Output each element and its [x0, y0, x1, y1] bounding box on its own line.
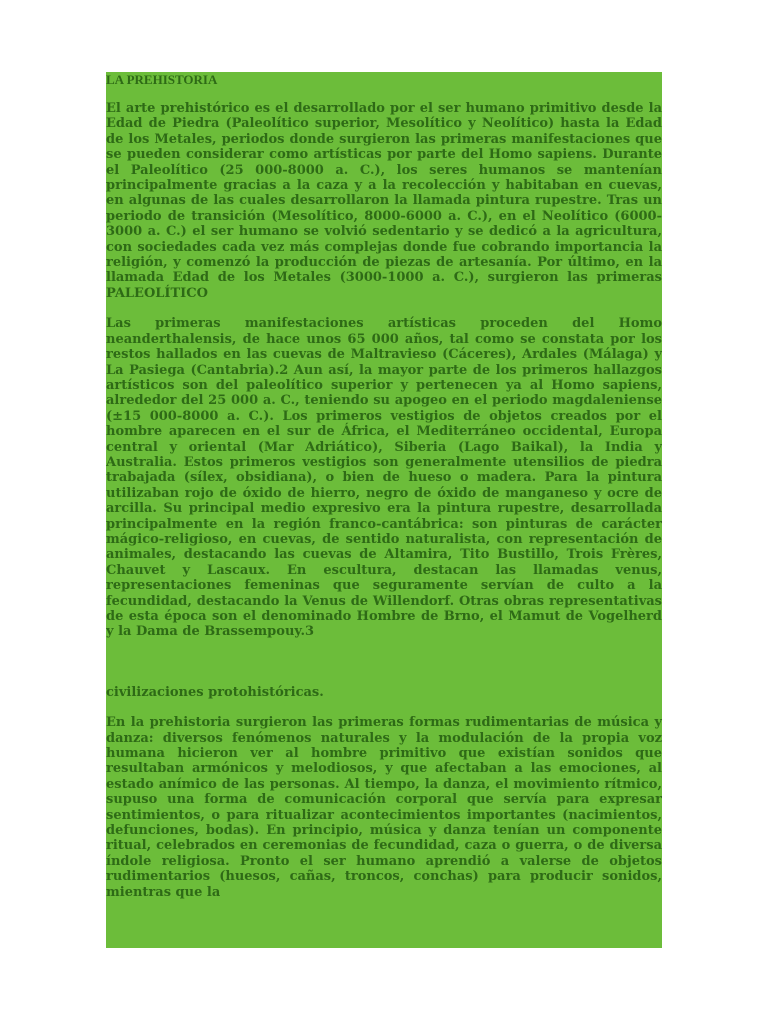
document-title: LA PREHISTORIA — [106, 72, 218, 87]
green-text-block — [106, 72, 662, 948]
paragraph-paleolithic: Las primeras manifestaciones artísticas proceden del Homo neanderthalensis, de hace unos 65 000 años, tal como se constata por los restos hallados en las cuevas de Maltravieso (Cáceres), Ardales (Málaga) y La Pasiega (Cantabria).2 Aun así, la mayor parte de los primeros hallazgos artísticos son del paleolítico superior y pertenecen ya al Homo sapiens, alrededor del 25 000 a. C., teniendo su apogeo en el periodo magdaleniense (±15 000-8000 a. C.). Los primeros vestigios de objetos creados por el hombre aparecen en el sur de África, el Mediterráneo occidental, Europa central y oriental (Mar Adriático), Siberia (Lago Baikal), la India y Australia. Estos primeros vestigios son generalmente utensilios de piedra trabajada (sílex, obsidiana), o bien de hueso o madera. Para la pintura utilizaban rojo de óxido de hierro, negro de óxido de manganeso y ocre de arcilla. Su principal medio expresivo era la pintura rupestre, desarrollada principalmente en la región franco-cantábrica: son pinturas de carácter mágico-religioso, en cuevas, de sentido naturalista, con representación de animales, destacando las cuevas de Altamira, Tito Bustillo, Trois Frères, Chauvet y Lascaux. En escultura, destacan las llamadas venus, representaciones femeninas que seguramente servían de culto a la fecundidad, destacando la Venus de Willendorf. Otras obras representativas de esta época son el denominado Hombre de Brno, el Mamut de Vogelherd y la Dama de Brassempouy.3 — [106, 316, 662, 640]
section-heading: civilizaciones protohistóricas. — [106, 684, 324, 700]
paragraph-intro: El arte prehistórico es el desarrollado por el ser humano primitivo desde la Edad de Piedra (Paleolítico superior, Mesolítico y Neolítico) hasta la Edad de los Metales, periodos donde surgieron las primeras manifestaciones que se pueden considerar como artísticas por parte del Homo sapiens. Durante el Paleolítico (25 000-8000 a. C.), los seres humanos se mantenían principalmente gracias a la caza y a la recolección y habitaban en cuevas, en algunas de las cuales desarrollaron la llamada pintura rupestre. Tras un periodo de transición (Mesolítico, 8000-6000 a. C.), en el Neolítico (6000-3000 a. C.) el ser humano se volvió sedentario y se dedicó a la agricultura, con sociedades cada vez más complejas donde fue cobrando importancia la religión, y comenzó la producción de piezas de artesanía. Por último, en la llamada Edad de los Metales (3000-1000 a. C.), surgieron las primeras PALEOLÍTICO — [106, 101, 662, 301]
paragraph-music-dance: En la prehistoria surgieron las primeras formas rudimentarias de música y danza: diversos fenómenos naturales y la modulación de la propia voz humana hicieron ver al hombre primitivo que existían sonidos que resultaban armónicos y melodiosos, y que afectaban a las emociones, al estado anímico de las personas. Al tiempo, la danza, el movimiento rítmico, supuso una forma de comunicación corporal que servía para expresar sentimientos, o para ritualizar acontecimientos importantes (nacimientos, defunciones, bodas). En principio, música y danza tenían un componente ritual, celebrados en ceremonias de fecundidad, caza o guerra, o de diversa índole religiosa. Pronto el ser humano aprendió a valerse de objetos rudimentarios (huesos, cañas, troncos, conchas) para producir sonidos, mientras que la — [106, 715, 662, 900]
